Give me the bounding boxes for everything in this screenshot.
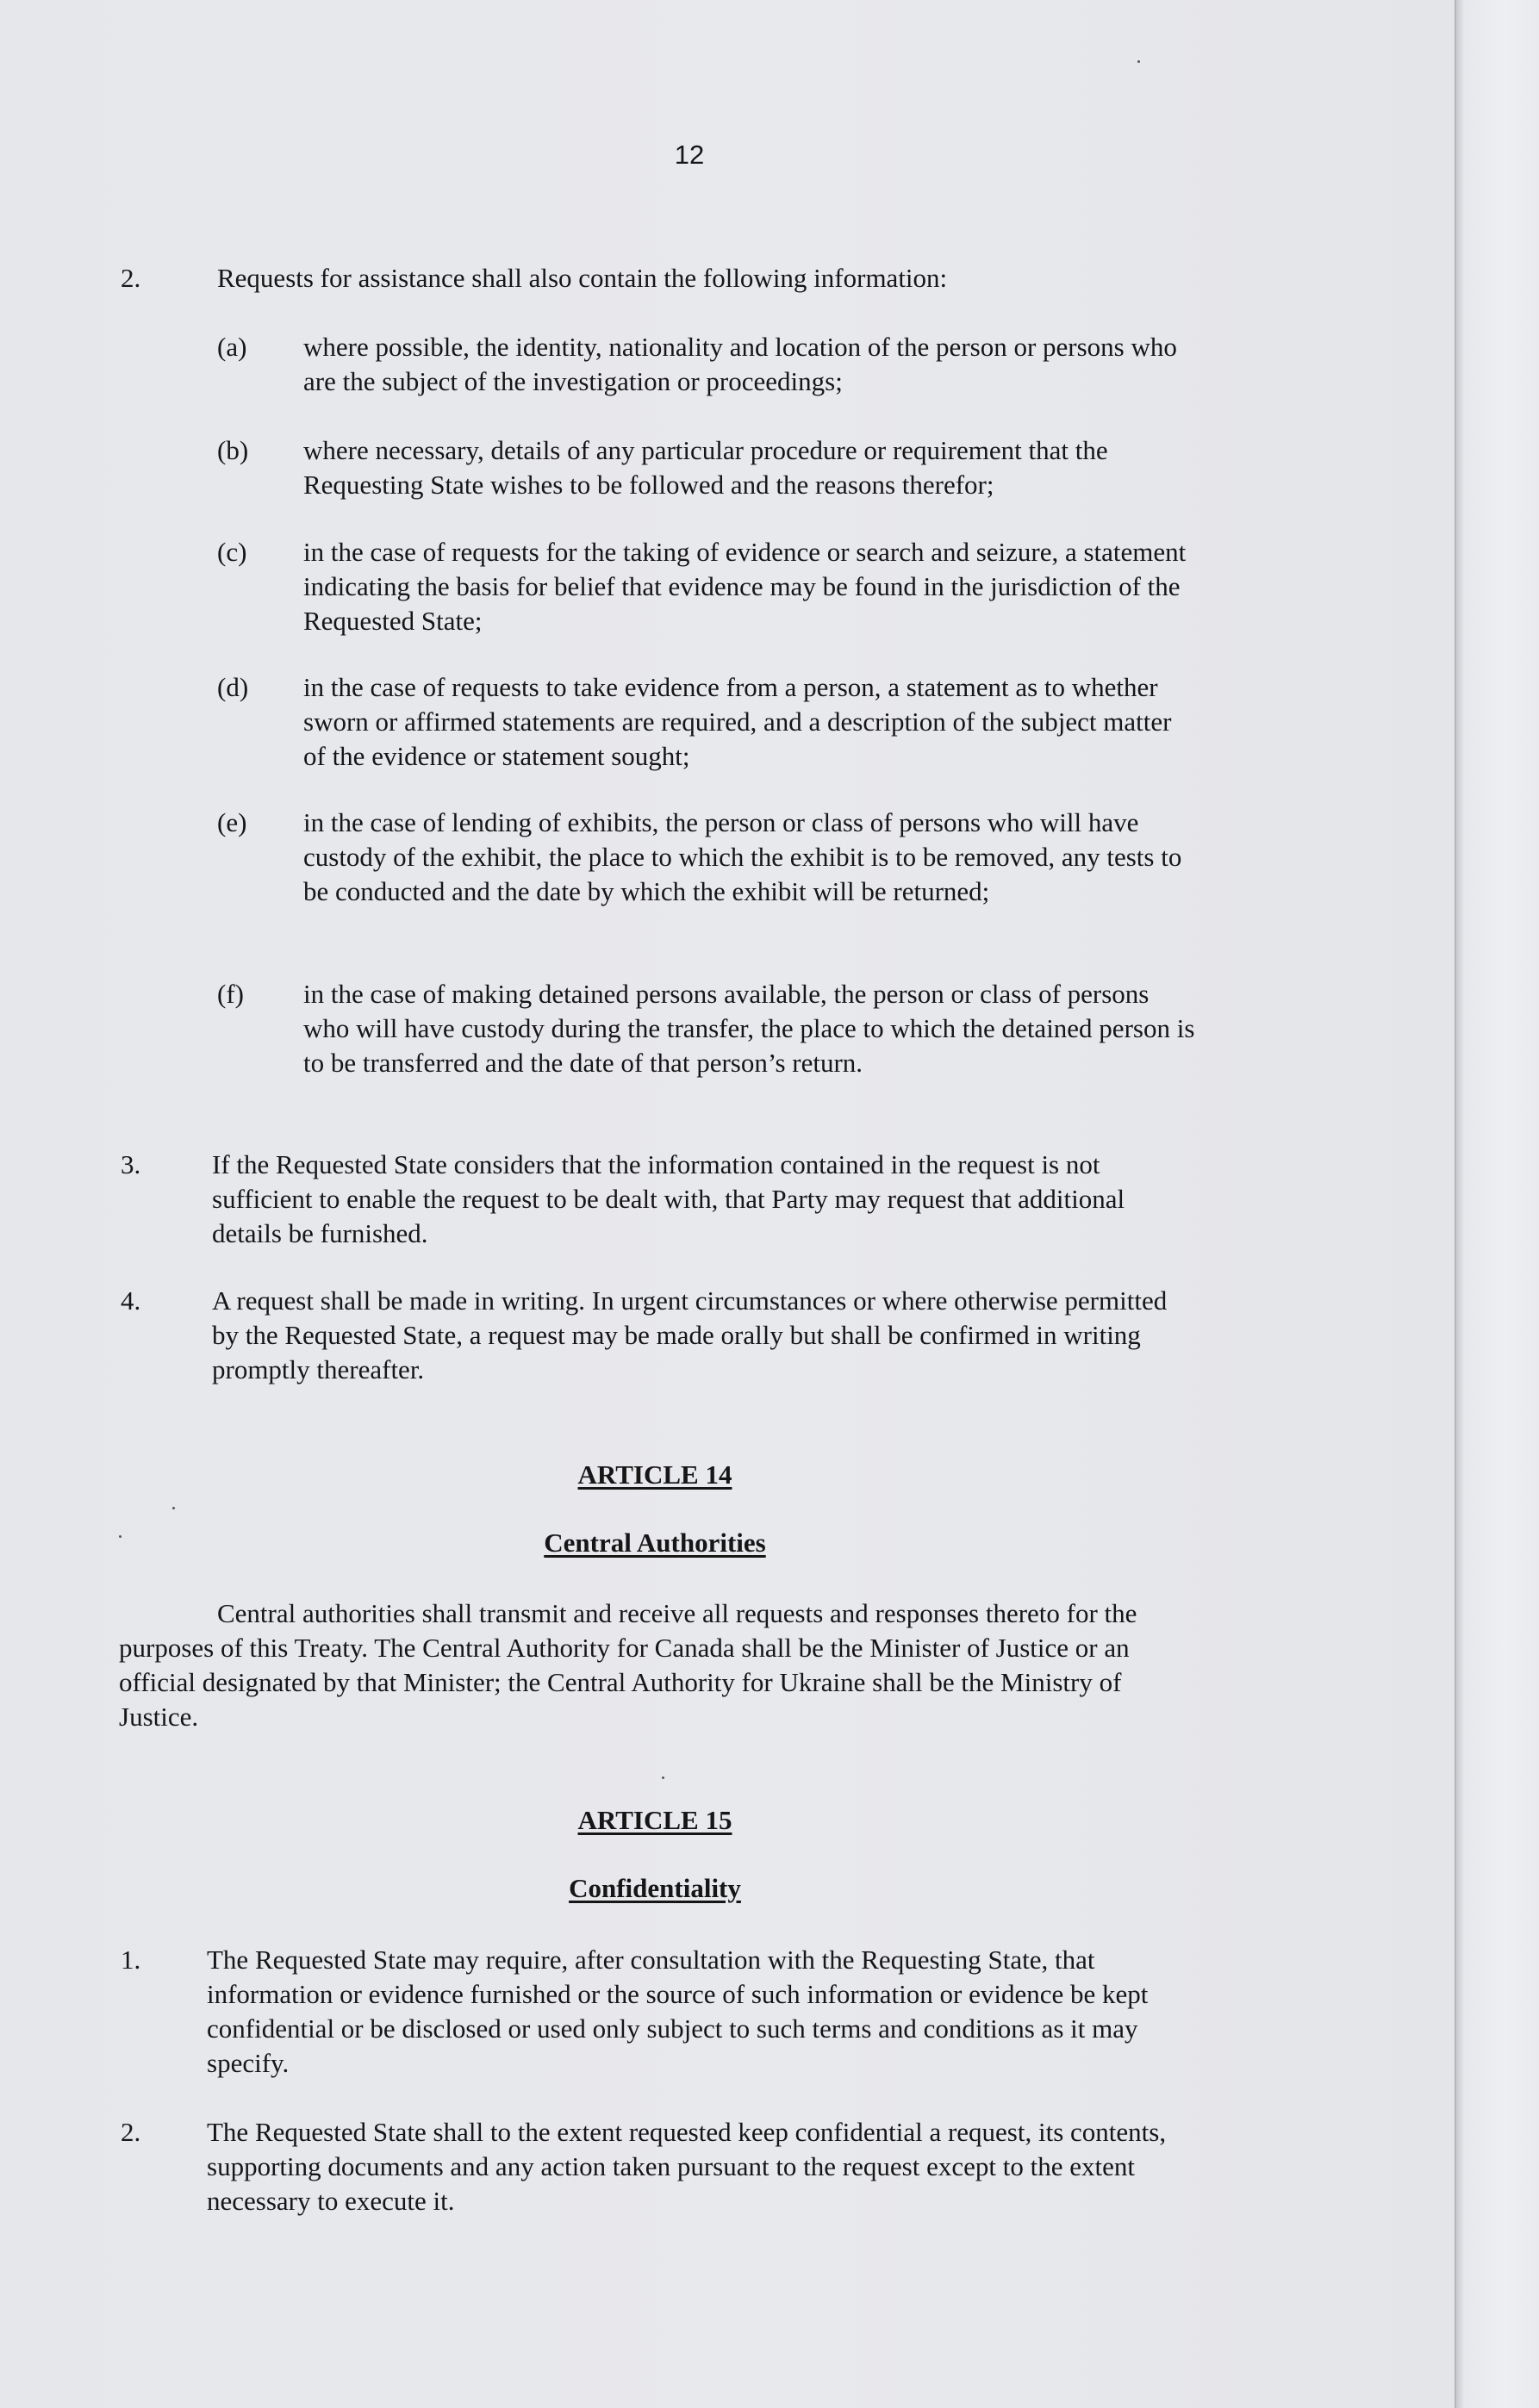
scan-speck [1137,60,1140,63]
item-e-letter: (e) [217,807,247,837]
section-2-intro: Requests for assistance shall also contain the following information: [217,263,948,293]
scan-speck [662,1776,664,1779]
item-b-letter: (b) [217,435,249,465]
item-d-letter: (d) [217,672,249,702]
section-4-text: A request shall be made in writing. In urgent circumstances or where otherwise permitted by the Requested State, a request may be made orally but shall be confirmed in writing promptly thereafter. [212,1285,1168,1384]
item-f-text: in the case of making detained persons available, the person or class of persons who will have custody during the transfer, the place to which the detained person is to be transferred and the date of that person’s return. [303,979,1195,1078]
article-15-para-1-text: The Requested State may require, after consultation with the Requesting State, that information or evidence furnished or the source of such information or evidence be kept confidential or be disclosed or used only subject to such terms and conditions as it may specify. [207,1944,1149,2078]
section-3-text: If the Requested State considers that the information contained in the request is not sufficient to enable the request to be dealt with, that Party may request that additional details be furnished. [212,1149,1125,1248]
item-d-text: in the case of requests to take evidence from a person, a statement as to whether sworn or affirmed statements are required, and a description of the subject matter of the evidence or statement sought; [303,672,1172,771]
underlying-page-edge [1456,0,1539,2408]
scan-speck [119,1535,122,1538]
item-e-text: in the case of lending of exhibits, the person or class of persons who will have custody of the exhibit, the place to which the exhibit is to be removed, any tests to be conducted and the date by which the exhibit will be returned; [303,807,1182,906]
article-14-subheading: Central Authorities [544,1528,766,1558]
section-2-number: 2. [121,263,141,293]
item-c-letter: (c) [217,537,247,567]
section-4-number: 4. [121,1285,141,1316]
article-14-heading: ARTICLE 14 [577,1459,732,1490]
article-14-text: Central authorities shall transmit and receive all requests and responses thereto for the purposes of this Treaty. The Central Authority for Canada shall be the Minister of Justice or an official designated by that Minister; the Central Authority for Ukraine shall be the Ministry of Justice. [119,1598,1137,1732]
item-c-text: in the case of requests for the taking of evidence or search and seizure, a statement indicating the basis for belief that evidence may be found in the jurisdiction of the Requested State; [303,537,1187,636]
article-15-heading: ARTICLE 15 [577,1805,732,1835]
item-f-letter: (f) [217,979,244,1009]
article-15-para-1-number: 1. [121,1944,141,1975]
item-b-text: where necessary, details of any particular procedure or requirement that the Requesting State wishes to be followed and the reasons therefor; [303,435,1108,500]
scan-speck [172,1507,175,1509]
page-number: 12 [674,140,705,170]
article-15-para-2-text: The Requested State shall to the extent requested keep confidential a request, its contents, supporting documents and any action taken pursuant to the request except to the extent necessary to execute it. [207,2117,1167,2216]
item-a-letter: (a) [217,332,247,362]
section-3-number: 3. [121,1149,141,1179]
article-15-subheading: Confidentiality [569,1873,741,1903]
article-15-para-2-number: 2. [121,2117,141,2147]
item-a-text: where possible, the identity, nationality and location of the person or persons who are the subject of the investigation or proceedings; [303,332,1177,396]
